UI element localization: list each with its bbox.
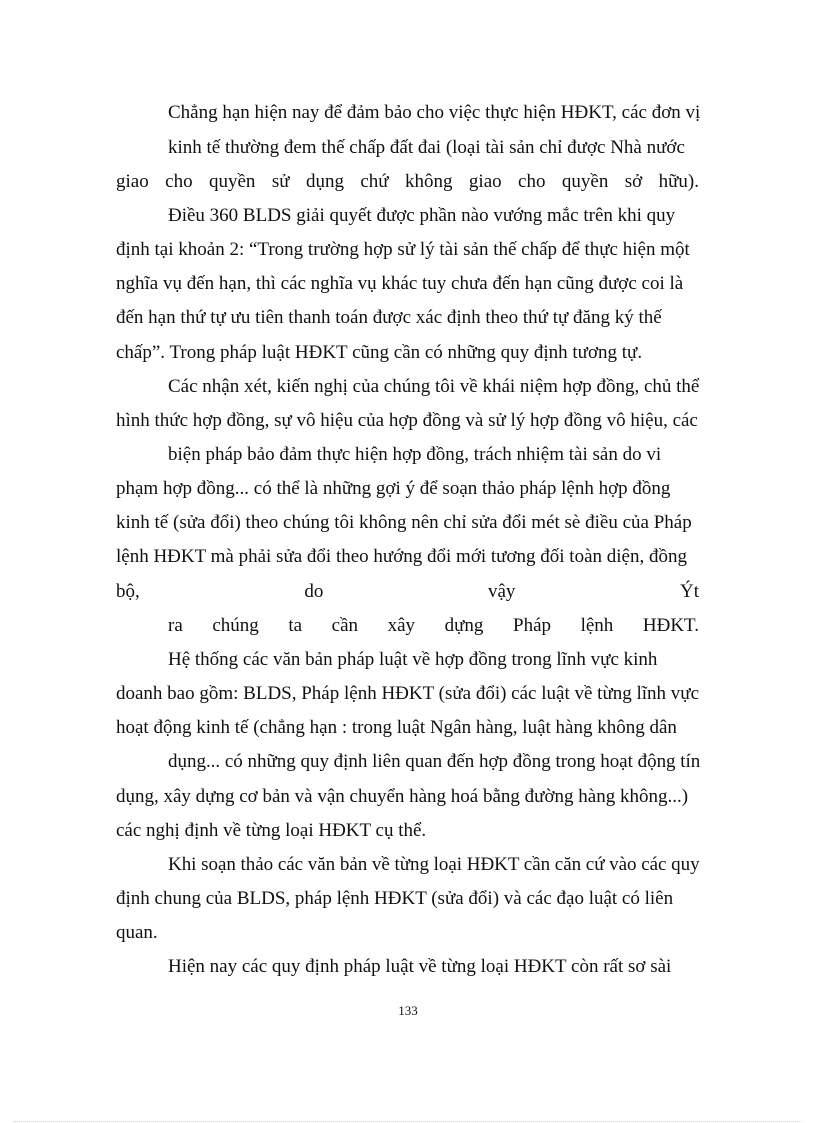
text-line: dụng, xây dựng cơ bản và vận chuyển hàng hoá bằng đường hàng không...) (116, 786, 689, 807)
text-line: chấp”. Trong pháp luật HĐKT cũng cần có những quy định tương tự. (116, 342, 643, 363)
text-line: giao cho quyền sử dụng chứ không giao cho quyền sở hữu). (116, 171, 699, 192)
text-line: nghĩa vụ đến hạn, thì các nghĩa vụ khác tuy chưa đến hạn cũng được coi là (116, 273, 684, 294)
page-number: 133 (398, 1003, 418, 1018)
text-line: Hiện nay các quy định pháp luật về từng loại HĐKT còn rất sơ sài (168, 956, 672, 977)
text-line: dụng... có những quy định liên quan đến hợp đồng trong hoạt động tín (168, 751, 701, 772)
text-line: định tại khoản 2: “Trong trường hợp sử lý tài sản thế chấp để thực hiện một (116, 239, 690, 260)
text-line: biện pháp bảo đảm thực hiện hợp đồng, trách nhiệm tài sản do vi (168, 444, 662, 465)
text-line: các nghị định về từng loại HĐKT cụ thể. (116, 820, 427, 841)
text-line: quan. (116, 922, 158, 943)
text-line: kinh tế thường đem thế chấp đất đai (loại tài sản chỉ được Nhà nước (168, 137, 685, 158)
text-line: Các nhận xét, kiến nghị của chúng tôi về khái niệm hợp đồng, chủ thể (168, 376, 700, 397)
text-line: Chẳng hạn hiện nay để đảm bảo cho việc thực hiện HĐKT, các đơn vị (168, 102, 701, 123)
text-line: doanh bao gồm: BLDS, Pháp lệnh HĐKT (sửa đổi) các luật về từng lĩnh vực (116, 683, 700, 704)
text-line: bộ, do vậy Ýt (116, 581, 699, 602)
text-line: Điều 360 BLDS giải quyết được phần nào vướng mắc trên khi quy (168, 205, 676, 226)
text-line: ra chúng ta cần xây dựng Pháp lệnh HĐKT. (168, 615, 699, 636)
text-line: định chung của BLDS, pháp lệnh HĐKT (sửa đổi) và các đạo luật có liên (116, 888, 674, 909)
text-line: phạm hợp đồng... có thể là những gợi ý để soạn thảo pháp lệnh hợp đồng (116, 478, 671, 499)
text-line: hình thức hợp đồng, sự vô hiệu của hợp đồng và sử lý hợp đồng vô hiệu, các (116, 410, 698, 431)
text-line: kinh tế (sửa đổi) theo chúng tôi không nên chỉ sửa đổi mét sè điều của Pháp (116, 512, 692, 533)
text-line: Hệ thống các văn bản pháp luật về hợp đồng trong lĩnh vực kinh (168, 649, 658, 670)
text-line: Khi soạn thảo các văn bản về từng loại HĐKT cần căn cứ vào các quy (168, 854, 700, 875)
text-line: đến hạn thứ tự ưu tiên thanh toán được xác định theo thứ tự đăng ký thế (116, 307, 662, 328)
text-line: hoạt động kinh tế (chẳng hạn : trong luật Ngân hàng, luật hàng không dân (116, 717, 677, 738)
page-bottom-divider (14, 1121, 802, 1122)
text-line: lệnh HĐKT mà phải sửa đổi theo hướng đổi mới tương đối toàn diện, đồng (116, 546, 687, 567)
